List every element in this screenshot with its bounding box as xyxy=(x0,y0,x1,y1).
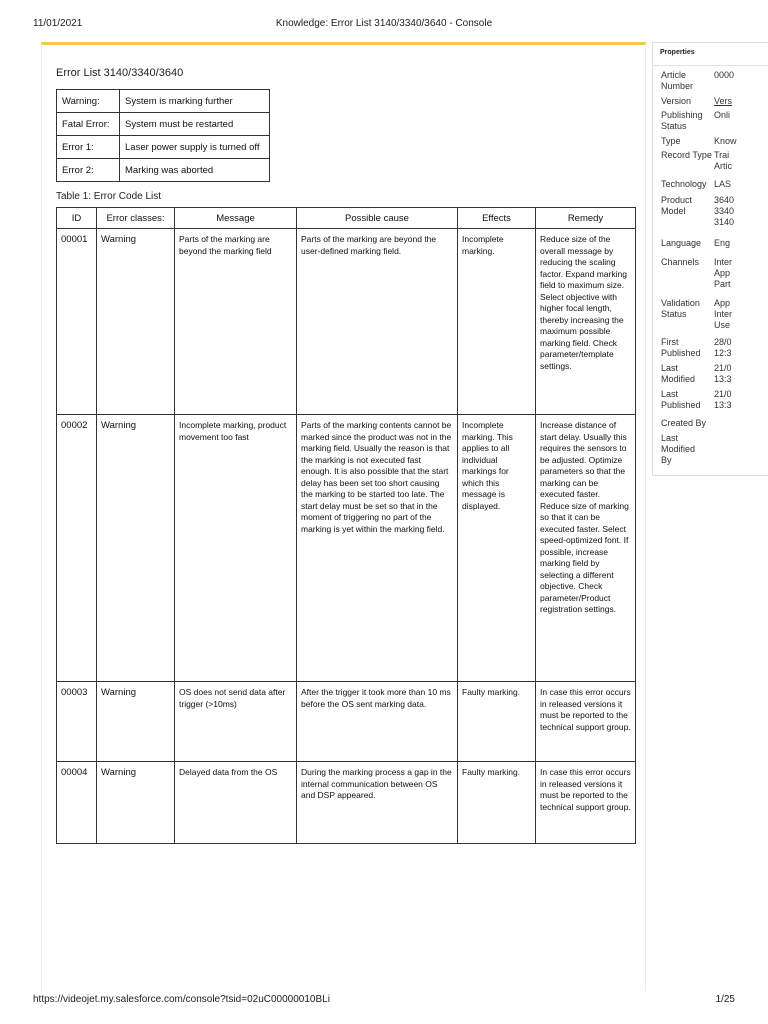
cell-message: Incomplete marking, product movement too fast xyxy=(175,415,297,682)
cell-possible-cause: After the trigger it took more than 10 ms before the OS sent marking data. xyxy=(297,682,458,762)
error-class-summary-table xyxy=(56,89,270,182)
error-code-table xyxy=(56,207,636,844)
print-footer xyxy=(33,994,735,1008)
cell-id: 00003 xyxy=(57,682,97,762)
property-value: 21/0 13:3 xyxy=(714,389,732,410)
cell-effects: Incomplete marking. xyxy=(458,229,536,415)
cell-message: Parts of the marking are beyond the marking field xyxy=(175,229,297,415)
column-header-message: Message xyxy=(175,208,297,229)
summary-value: System is marking further xyxy=(120,90,270,113)
print-header xyxy=(33,18,735,32)
print-date: 11/01/2021 xyxy=(33,18,83,29)
property-label: Channels xyxy=(661,257,700,267)
summary-key: Fatal Error: xyxy=(57,113,120,136)
summary-key: Error 2: xyxy=(57,159,120,182)
summary-row xyxy=(57,90,270,113)
summary-row xyxy=(57,136,270,159)
property-value: Eng xyxy=(714,238,731,248)
column-header-id: ID xyxy=(57,208,97,229)
property-label: Record Type xyxy=(661,150,712,160)
property-label: Version xyxy=(661,96,692,106)
cell-remedy: In case this error occurs in released versions it must be reported to the technical support group. xyxy=(536,762,636,844)
property-label: Last Published xyxy=(661,389,701,410)
properties-panel xyxy=(652,42,768,476)
cell-possible-cause: Parts of the marking contents cannot be marked since the product was not in the marking field. Usually the reason is that the marking is not executed fast enough. It is also possible that the start delay has been set too short causing the marking to be started too late. The start delay must be set so that in the moment of triggering no part of the marking is yet within the marking field. xyxy=(297,415,458,682)
print-page-number: 1/25 xyxy=(715,994,735,1005)
table-row xyxy=(57,229,636,415)
table-row xyxy=(57,762,636,844)
cell-remedy: Increase distance of start delay. Usually this requires the sensors to be adjusted. Optimize parameters so that the marking can be executed faster. Reduce size of marking so that it can be executed faster. Select speed-optimized font. If possible, increase marking field by selecting a different objective. Check parameter/Product registration settings. xyxy=(536,415,636,682)
summary-value: Marking was aborted xyxy=(120,159,270,182)
property-label: Product Model xyxy=(661,195,693,216)
column-header-remedy: Remedy xyxy=(536,208,636,229)
cell-remedy: In case this error occurs in released versions it must be reported to the technical support group. xyxy=(536,682,636,762)
cell-error-class: Warning xyxy=(97,762,175,844)
properties-header: Properties xyxy=(660,49,695,56)
property-value: Know xyxy=(714,136,737,146)
property-value: Inter App Part xyxy=(714,257,733,289)
table-caption: Table 1: Error Code List xyxy=(56,191,162,202)
property-label: Validation Status xyxy=(661,298,700,319)
article-content xyxy=(41,42,646,991)
table-row xyxy=(57,415,636,682)
cell-error-class: Warning xyxy=(97,682,175,762)
cell-error-class: Warning xyxy=(97,415,175,682)
print-url: https://videojet.my.salesforce.com/console?tsid=02uC00000010BLi xyxy=(33,994,330,1005)
table-row xyxy=(57,682,636,762)
cell-possible-cause: During the marking process a gap in the internal communication between OS and DSP appeared. xyxy=(297,762,458,844)
property-value: 3640 3340 3140 xyxy=(714,195,735,227)
column-header-error-classes: Error classes: xyxy=(97,208,175,229)
print-title: Knowledge: Error List 3140/3340/3640 - Console xyxy=(275,18,493,29)
cell-message: Delayed data from the OS xyxy=(175,762,297,844)
property-label: Last Modified xyxy=(661,363,696,384)
property-value: App Inter Use xyxy=(714,298,733,330)
property-label: Publishing Status xyxy=(661,110,703,131)
summary-row xyxy=(57,113,270,136)
property-label: Technology xyxy=(661,179,707,189)
summary-key: Warning: xyxy=(57,90,120,113)
property-label: Type xyxy=(661,136,681,146)
property-label: Last Modified By xyxy=(661,433,696,465)
property-value: Trai Artic xyxy=(714,150,732,171)
property-label: Language xyxy=(661,238,702,248)
cell-id: 00001 xyxy=(57,229,97,415)
property-label: Article Number xyxy=(661,70,694,91)
property-value: 28/0 12:3 xyxy=(714,337,732,358)
column-header-effects: Effects xyxy=(458,208,536,229)
version-link[interactable]: Vers xyxy=(714,96,733,106)
cell-effects: Incomplete marking. This applies to all individual markings for which this message is displayed. xyxy=(458,415,536,682)
cell-effects: Faulty marking. xyxy=(458,682,536,762)
article-heading: Error List 3140/3340/3640 xyxy=(56,67,184,79)
column-header-possible-cause: Possible cause xyxy=(297,208,458,229)
summary-key: Error 1: xyxy=(57,136,120,159)
summary-value: System must be restarted xyxy=(120,113,270,136)
cell-possible-cause: Parts of the marking are beyond the user-defined marking field. xyxy=(297,229,458,415)
property-value: 0000 xyxy=(714,70,735,80)
cell-effects: Faulty marking. xyxy=(458,762,536,844)
property-value: 21/0 13:3 xyxy=(714,363,732,384)
table-header-row xyxy=(57,208,636,229)
cell-id: 00002 xyxy=(57,415,97,682)
cell-message: OS does not send data after trigger (>10ms) xyxy=(175,682,297,762)
summary-value: Laser power supply is turned off xyxy=(120,136,270,159)
cell-id: 00004 xyxy=(57,762,97,844)
cell-error-class: Warning xyxy=(97,229,175,415)
property-value: LAS xyxy=(714,179,732,189)
property-label: First Published xyxy=(661,337,701,358)
properties-divider xyxy=(653,65,768,66)
property-label: Created By xyxy=(661,418,707,428)
summary-row xyxy=(57,159,270,182)
property-value: Onli xyxy=(714,110,731,120)
cell-remedy: Reduce size of the overall message by reducing the scaling factor. Expand marking field to maximum size. Select objective with higher focal length, thereby increasing the maximum possible marking field. Check parameter/template settings. xyxy=(536,229,636,415)
